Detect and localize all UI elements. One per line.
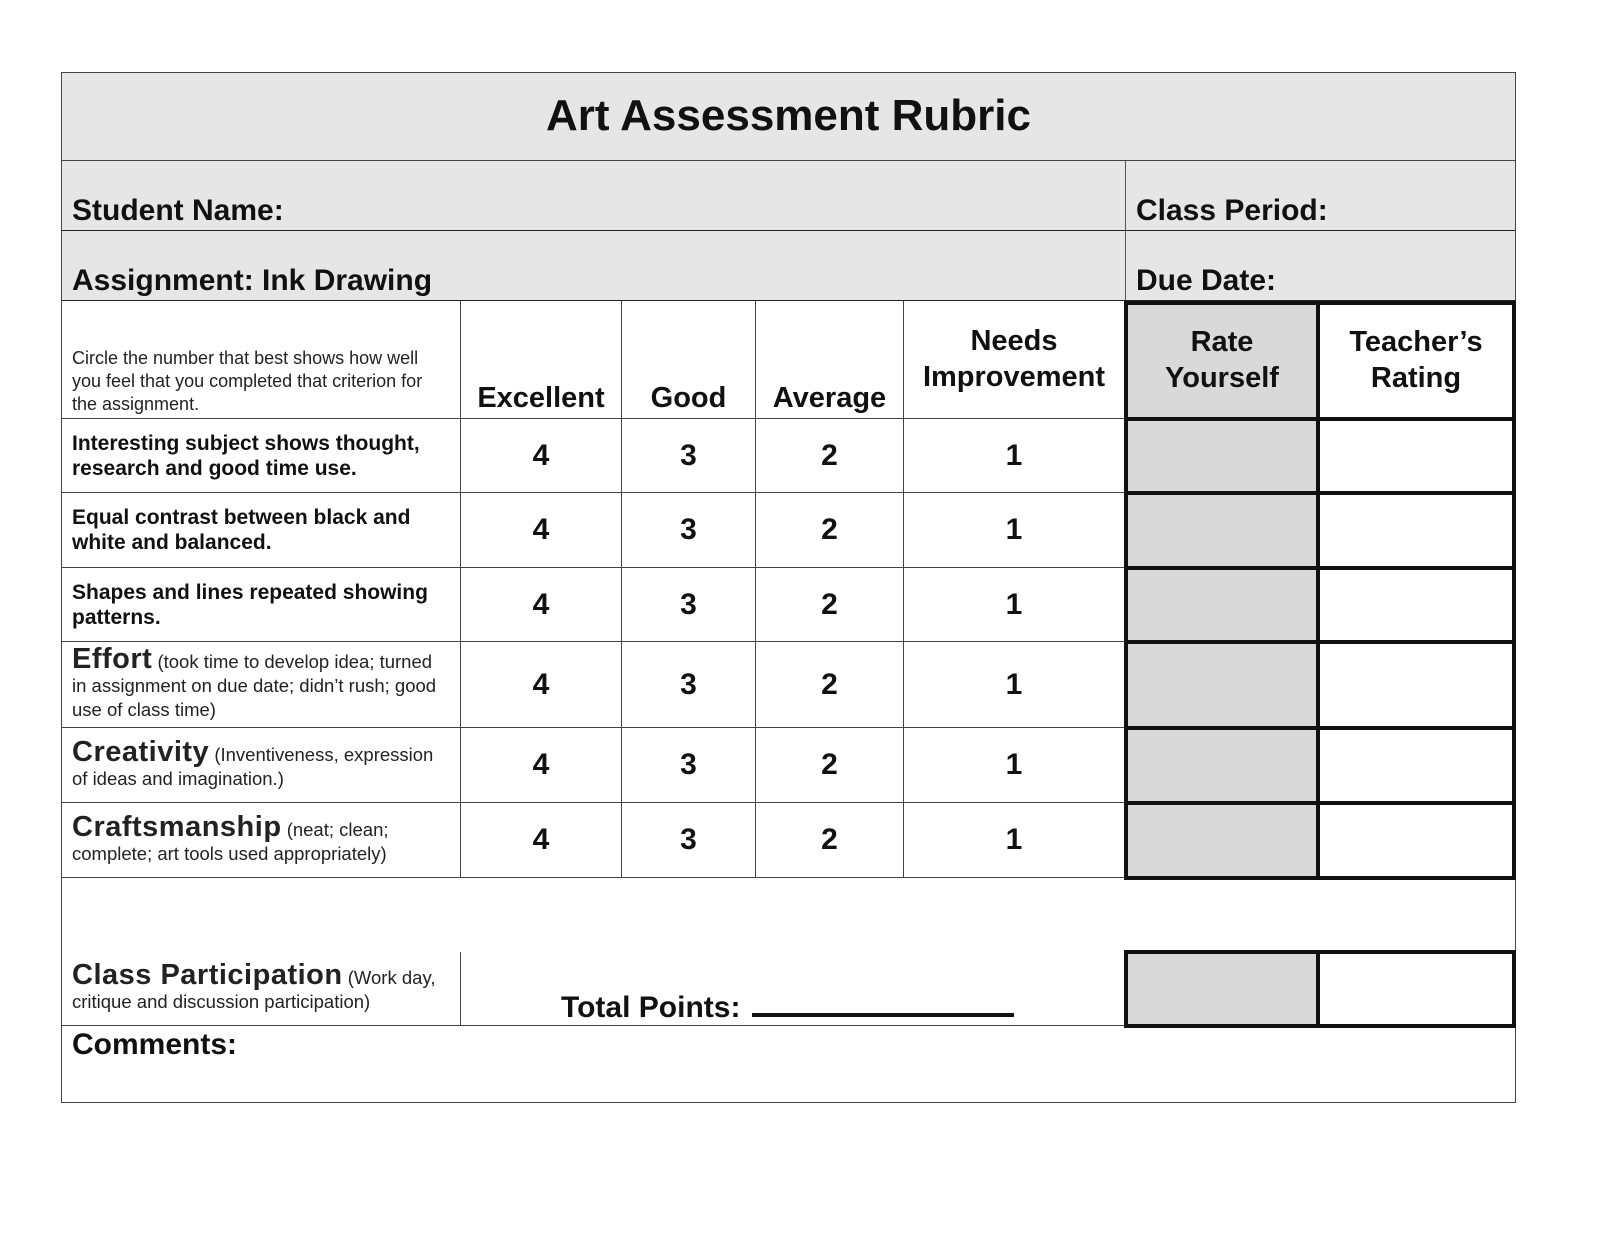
score-option[interactable]: 4 [461,493,622,568]
total-points-cell [461,952,1125,1026]
col-good: Good [622,301,756,419]
assignment-info-row [62,231,1515,301]
col-rate-line2: Yourself [1165,362,1279,394]
rate-yourself-field[interactable] [1124,491,1320,570]
rate-yourself-field[interactable] [1124,726,1320,805]
criterion-title: Equal contrast between black and white and balanced. [72,506,411,554]
score-option[interactable]: 3 [622,493,756,568]
participation-detail: (Work day, critique and discussion participation) [72,967,436,1012]
criterion-cell [62,642,461,728]
criterion-detail: (took time to develop idea; turned in assignment on due date; didn’t rush; good use of class time) [72,651,437,720]
score-option[interactable]: 2 [756,568,904,642]
col-excellent: Excellent [461,301,622,419]
teacher-rating-field[interactable] [1316,417,1516,495]
criterion-detail: (neat; clean; complete; art tools used appropriately) [72,818,389,864]
score-option[interactable]: 2 [756,803,904,878]
criterion-title: Craftsmanship [72,810,282,843]
rate-yourself-field[interactable] [1124,566,1320,644]
criterion-title: Creativity [72,735,210,768]
score-option[interactable]: 4 [461,568,622,642]
criterion-detail: (Inventiveness, expression of ideas and imagination.) [72,743,434,789]
score-option[interactable]: 1 [904,568,1125,642]
score-option[interactable]: 1 [904,493,1125,568]
score-option[interactable]: 2 [756,642,904,728]
teacher-rating-field[interactable] [1316,801,1516,880]
score-option[interactable]: 1 [904,642,1125,728]
score-option[interactable]: 4 [461,419,622,493]
score-option[interactable]: 4 [461,728,622,803]
teacher-rating-field[interactable] [1316,566,1516,644]
title-band [62,73,1515,161]
score-option[interactable]: 4 [461,803,622,878]
due-date-label: Due Date: [1136,264,1277,297]
criterion-title: Shapes and lines repeated showing patterns. [72,580,428,629]
col-needs-line1: Needs [970,324,1058,357]
page-title: Art Assessment Rubric [546,91,1031,140]
score-option[interactable]: 3 [622,803,756,878]
score-option[interactable]: 3 [622,568,756,642]
student-name-label: Student Name: [72,194,284,227]
total-points-field[interactable] [752,993,1014,1017]
score-option[interactable]: 1 [904,419,1125,493]
rate-yourself-field[interactable] [1124,640,1320,730]
score-option[interactable]: 3 [622,728,756,803]
col-average: Average [756,301,904,419]
teacher-rating-field[interactable] [1316,640,1516,730]
criterion-title: Interesting subject shows thought, research and good time use. [72,431,420,480]
assignment-label: Assignment: Ink Drawing [72,264,433,297]
criterion-title: Effort [72,643,153,675]
col-rate-yourself [1124,301,1320,421]
instructions-text: Circle the number that best shows how well you feel that you completed that criterion for the assignment. [72,348,423,414]
teacher-rating-field[interactable] [1316,491,1516,570]
participation-title: Class Participation [72,959,343,991]
rate-yourself-field[interactable] [1124,801,1320,880]
criterion-cell [62,568,461,642]
col-teacher-line1: Teacher’s [1349,326,1483,358]
col-teacher-line2: Rating [1370,362,1462,394]
rate-yourself-field[interactable] [1124,950,1320,1028]
teacher-rating-field[interactable] [1316,950,1516,1028]
rate-yourself-field[interactable] [1124,417,1320,495]
instructions-cell [62,301,461,419]
score-option[interactable]: 1 [904,803,1125,878]
score-option[interactable]: 2 [756,419,904,493]
score-option[interactable]: 4 [461,642,622,728]
class-period-label: Class Period: [1136,194,1328,227]
teacher-rating-field[interactable] [1316,726,1516,805]
criterion-cell [62,493,461,568]
comments-label: Comments: [72,1028,238,1061]
participation-cell [62,952,461,1026]
col-needs-line2: Improvement [922,360,1106,393]
score-option[interactable]: 3 [622,419,756,493]
score-option[interactable]: 1 [904,728,1125,803]
score-option[interactable]: 3 [622,642,756,728]
criterion-cell [62,728,461,803]
criterion-cell [62,803,461,878]
col-teacher-rating [1316,301,1516,421]
col-rate-line1: Rate [1190,326,1254,358]
score-option[interactable]: 2 [756,728,904,803]
col-needs-improvement [904,301,1125,419]
score-option[interactable]: 2 [756,493,904,568]
rubric-sheet [61,72,1516,1103]
criterion-cell [62,419,461,493]
total-points-label: Total Points: [561,991,741,1024]
student-info-row [62,161,1515,231]
